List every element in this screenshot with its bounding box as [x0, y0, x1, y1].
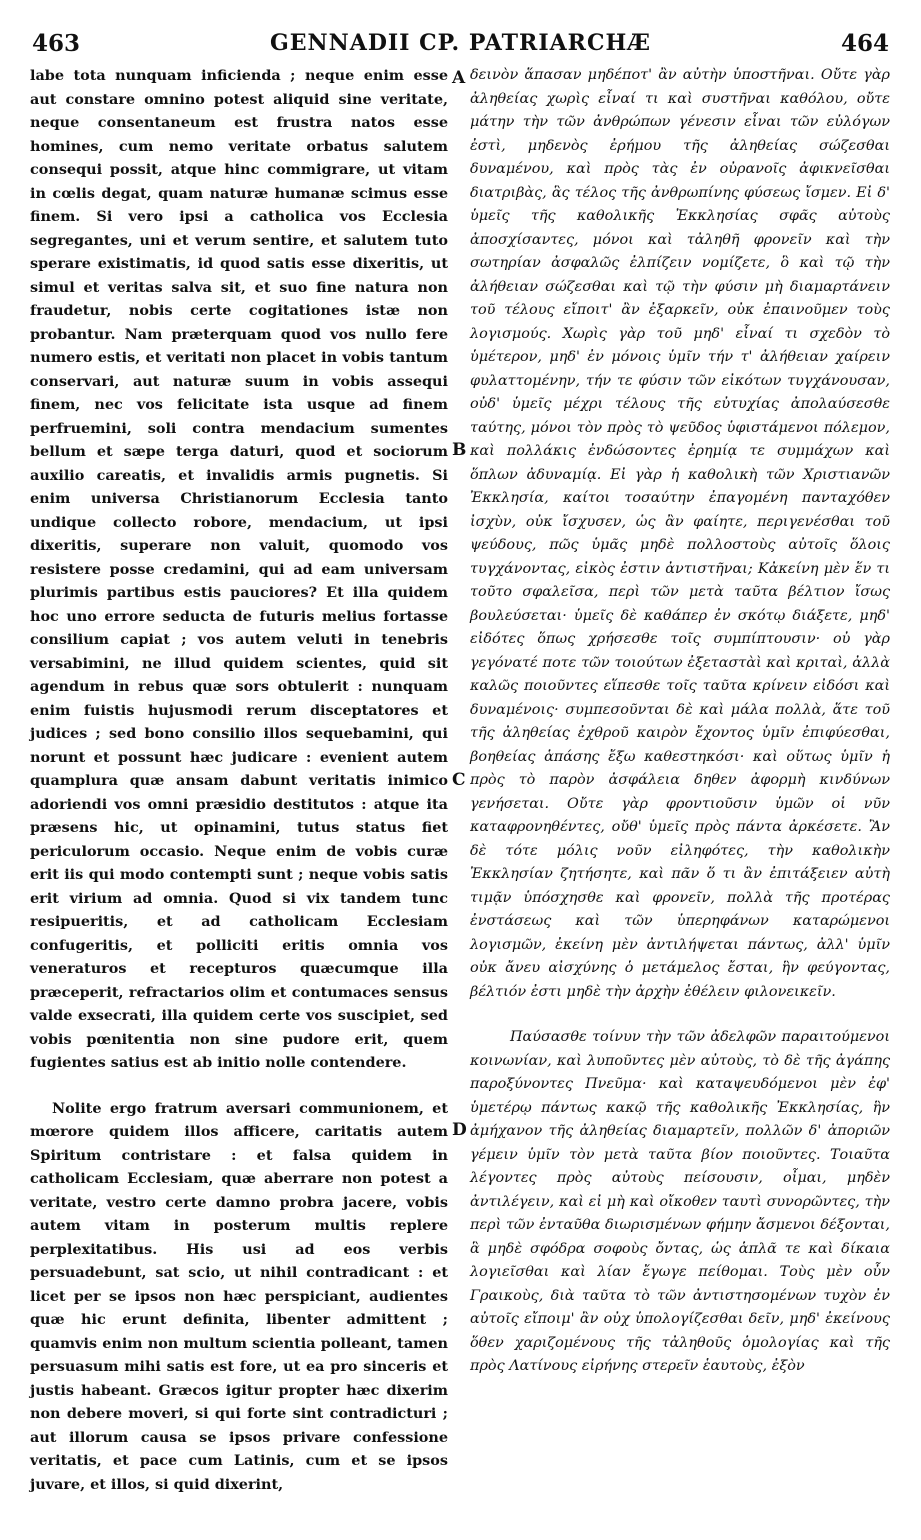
- latin-paragraph-1: labe tota nunquam inficienda ; neque enim esse aut constare omnino potest aliquid sine veritate, neque consentaneum est frustra natos esse homines, cum nemo veritate orbatus salutem consequi possit, atque hinc commigrare, ut vitam in cœlis degat, quam naturæ humanæ scimus esse finem. Si vero ipsi a catholica vos Ecclesia segregantes, uni et verum sentire, et salutem tuto sperare existimatis, id quod satis esse dixeritis, ut simul et veritas salva sit, et suo fine natura non fraudetur, nobis certe cogitationes istæ non probantur. Nam præterquam quod vos nullo fere numero estis, et veritati non placet in vobis tantum conservari, aut naturæ suum in vobis assequi finem, nec vos felicitate ista usque ad finem perfruemini, soli contra mendacium sumentes bellum et sæpe terga daturi, quod et sociorum auxilio careatis, et invalidis armis pugnetis. Si enim universa Christianorum Ecclesia tanto undique collecto robore, mendacium, ut ipsi dixeritis, superare non valuit, quomodo vos resistere posse credamini, qui ad eam universam plurimis partibus estis pauciores? Et illa quidem hoc uno errore seducta de futuris melius fortasse consilium capiat ; vos autem veluti in tenebris versabimini, ne illud quidem scientes, quid sit agendum in rebus quæ sors obtulerit : nunquam enim fuistis hujusmodi rerum disceptatores et judices ; sed bono consilio illos sequebamini, qui norunt et possunt hæc judicare : evenient autem quamplura quæ ansam dabunt veritatis inimico adoriendi vos omni præsidio destitutos : atque ita præsens hic, ut opinamini, tutus status fiet periculorum occasio. Neque enim de vobis curæ erit iis qui modo contempti sunt ; neque vobis satis erit virium ad omnia. Quod si vix tandem tunc resipueritis, et ad catholicam Ecclesiam confugeritis, et polliciti eritis omnia vos veneraturos et recepturos quæcumque illa præceperit, refractarios olim et contumaces sensus valde exsecrati, illa quidem certe vos suscipiet, sed vobis pœnitentia non sine pudore erit, quem fugientes satius est ab initio nolle contendere.: [30, 67, 448, 1071]
- margin-marker-b: B: [452, 440, 467, 460]
- running-title: GENNADII CP. PATRIARCHÆ: [269, 30, 652, 56]
- margin-marker-a: A: [452, 68, 466, 88]
- greek-paragraph-2: Παύσασθε τοίνυν τὴν τῶν ἀδελφῶν παραιτούμενοι κοινωνίαν, καὶ λυποῦντες μὲν αὐτοὺς, τὸ δὲ τῆς ἀγάπης παροξύνοντες Πνεῦμα· καὶ καταψευδόμενοι μὲν ἐφ' ὑμετέρῳ πάντως κακῷ τῆς καθολικῆς Ἐκκλησίας, ἣν ἀμήχανον τῆς ἀληθείας διαμαρτεῖν, πολλῶν δ' ἀποριῶν γέμειν ὑμῖν τὸν μετὰ ταῦτα βίον ποιοῦντες. Τοιαῦτα λέγοντες πρὸς αὐτοὺς πείσουσιν, οἶμαι, μηδὲν ἀντιλέγειν, καὶ εἰ μὴ καὶ οἴκοθεν ταυτὶ συνορῶντες, τὴν περὶ τῶν ἐνταῦθα διωρισμένων φήμην ἄσμενοι δέξονται, ἃ μηδὲ σφόδρα σοφοὺς ὄντας, ὡς ἁπλᾶ τε καὶ δίκαια λογιεῖσθαι καὶ λίαν ἔγωγε πείθομαι. Τοὺς μὲν οὖν Γραικοὺς, διὰ ταῦτα τὸ τῶν ἀντιστησομένων τυχὸν ἐν αὐτοῖς εἴποιμ' ἂν οὐχ ὑπολογίζεσθαι δεῖν, μηδ' ἐκείνους ὅθεν χαριζομένους τῆς τἀληθοῦς ὁμολογίας καὶ τῆς πρὸς Λατίνους εἰρήνης στερεῖν ἑαυτοὺς, ἐξὸν: [470, 1029, 890, 1374]
- running-header: [32, 30, 889, 60]
- page-number-left: 463: [32, 30, 81, 57]
- greek-paragraph-1: δεινὸν ἅπασαν μηδέποτ' ἂν αὐτὴν ὑποστῆναι. Οὔτε γὰρ ἀληθείας χωρὶς εἶναί τι καὶ συστῆναι καθόλου, οὔτε μάτην τὴν τῶν ἀνθρώπων γένεσιν εἶναι τῶν εὐλόγων ἐστὶ, μηδενὸς ἐρήμου τῆς ἀληθείας σώζεσθαι δυναμένου, καὶ πρὸς τὰς ἐν οὐρανοῖς ἀφικνεῖσθαι διατριβὰς, ἃς τέλος τῆς ἀνθρωπίνης φύσεως ἴσμεν. Εἰ δ' ὑμεῖς τῆς καθολικῆς Ἐκκλησίας σφᾶς αὐτοὺς ἀποσχίσαντες, μόνοι καὶ τἀληθῆ φρονεῖν καὶ τὴν σωτηρίαν ἀσφαλῶς ἐλπίζειν νομίζετε, ὃ καὶ τῷ τὴν ἀλήθειαν σώζεσθαι καὶ τῷ τὴν φύσιν μὴ διαμαρτάνειν τοῦ τέλους εἴποιτ' ἂν ἐξαρκεῖν, οὐκ ἐπαινοῦμεν τοὺς λογισμούς. Χωρὶς γὰρ τοῦ μηδ' εἶναί τι σχεδὸν τὸ ὑμέτερον, μηδ' ἐν μόνοις ὑμῖν τήν τ' ἀλήθειαν χαίρειν φυλαττομένην, τήν τε φύσιν τῶν εἰκότων τυγχάνουσαν, οὐδ' ὑμεῖς μέχρι τέλους τῆς εὐτυχίας ἀπολαύσεσθε ταύτης, μόνοι τὸν πρὸς τὸ ψεῦδος ὑφιστάμενοι πόλεμον, καὶ πολλάκις ἐνδώσοντες ἐρημίᾳ τε συμμάχων καὶ ὅπλων ἀδυναμίᾳ. Εἰ γὰρ ἡ καθολικὴ τῶν Χριστιανῶν Ἐκκλησία, καίτοι τοσαύτην ἐπαγομένη πανταχόθεν ἰσχὺν, οὐκ ἴσχυσεν, ὡς ἂν φαίητε, περιγενέσθαι τοῦ ψεύδους, πῶς ὑμᾶς μηδὲ πολλοστοὺς αὐτοῖς ὅλοις τυγχάνοντας, εἰκὸς ἐστιν ἀντιστῆναι; Κἀκείνη μὲν ἕν τι τοῦτο σφαλεῖσα, περὶ τῶν μετὰ ταῦτα βέλτιον ἴσως βουλεύσεται· ὑμεῖς δὲ καθάπερ ἐν σκότῳ διάξετε, μηδ' εἰδότες ὅπως χρήσεσθε τοῖς συμπίπτουσιν· οὐ γὰρ γεγόνατέ ποτε τῶν τοιούτων ἐξεταστὰὶ καὶ κριταὶ, ἀλλὰ καλῶς ποιοῦντες εἵπεσθε τοῖς ταῦτα κρίνειν εἰδόσι καὶ δυναμένοις· συμπεσοῦνται δὲ καὶ μάλα πολλὰ, ἅτε τοῦ τῆς ἀληθείας ἐχθροῦ καιρὸν ἔχοντος ὑμῖν ἐπιφύεσθαι, βοηθείας ἁπάσης ἔξω καθεστηκόσι· καὶ οὕτως ὑμῖν ἡ πρὸς τὸ παρὸν ἀσφάλεια δηθεν ἀφορμὴ κινδύνων γενήσεται. Οὔτε γὰρ φροντιοῦσιν ὑμῶν οἱ νῦν καταφρονηθέντες, οὔθ' ὑμεῖς πρὸς πάντα ἀρκέσετε. Ἂν δὲ τότε μόλις νοῦν εἰληφότες, τὴν καθολικὴν Ἐκκλησίαν ζητήσητε, καὶ πᾶν ὅ τι ἂν ἐπιτάξειεν αὐτὴ τιμᾷν ὑπόσχησθε καὶ φρονεῖν, πολλὰ τῆς προτέρας ἐνστάσεως καὶ τῶν ὑπερηφάνων καταρώμενοι λογισμῶν, ἐκείνη μὲν ἀντιλήψεται πάντως, ἀλλ' ὑμῖν οὐκ ἄνευ αἰσχύνης ὁ μετάμελος ἔσται, ἣν φεύγοντας, βέλτιόν ἐστι μηδὲ τὴν ἀρχὴν ἐθέλειν φιλονεικεῖν.: [470, 67, 890, 1000]
- margin-marker-c: C: [452, 770, 466, 790]
- latin-column: [30, 64, 448, 1518]
- margin-marker-d: D: [452, 1120, 467, 1140]
- latin-paragraph-2: Nolite ergo fratrum aversari communionem, et mœrore quidem illos afficere, caritatis autem Spiritum contristare : et falsa quidem in catholicam Ecclesiam, quæ aberrare non potest a veritate, vestro certe damno probra jacere, vobis autem vitam in posterum multis replere perplexitatibus. His usi ad eos verbis persuadebunt, sat scio, ut nihil contradicant : et licet per se ipsos non hæc perspiciant, audientes quæ hic erunt definita, libenter admittent ; quamvis enim non multum scientia polleant, tamen persuasum mihi satis est fore, ut ea pro sinceris et justis habeant. Græcos igitur propter hæc dixerim non debere moveri, si qui forte sint contradicturi ; aut illorum causa se ipsos privare confessione veritatis, et pace cum Latinis, cum et se ipsos juvare, et illos, si quid dixerint,: [30, 1099, 448, 1493]
- greek-column: [470, 64, 890, 1401]
- page-number-right: 464: [840, 30, 889, 57]
